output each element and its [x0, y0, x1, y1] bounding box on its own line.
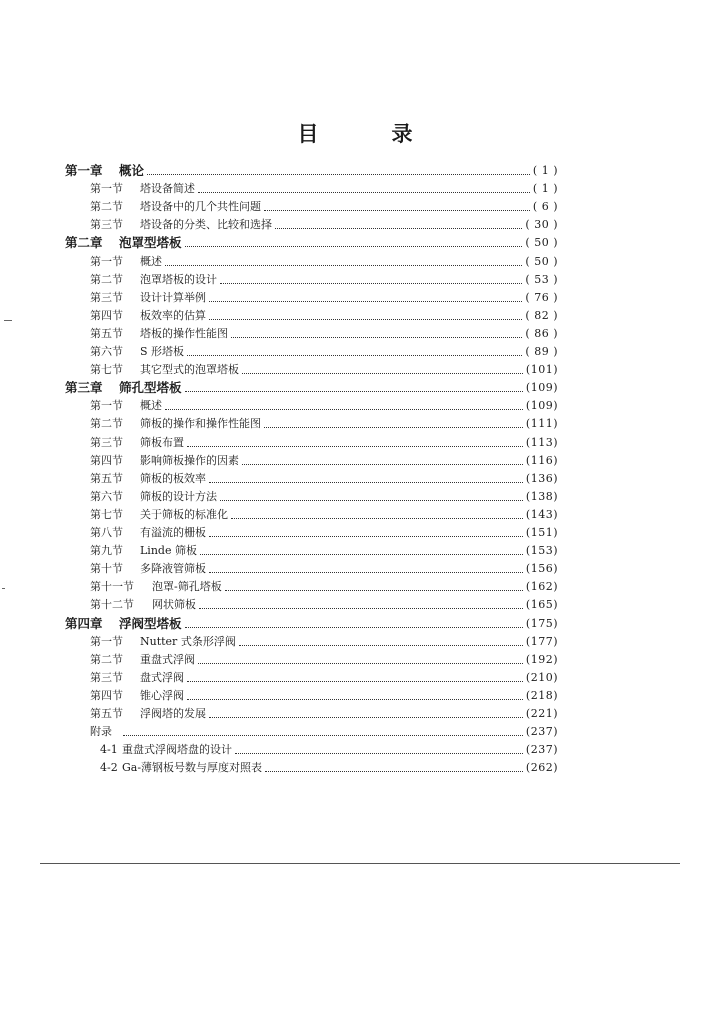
toc-entry-row	[90, 197, 558, 215]
toc-entry-label	[90, 579, 222, 595]
toc-entry-number: 第六节	[90, 345, 123, 358]
toc-entry-label	[90, 489, 217, 505]
toc-page-number: ( 6 )	[532, 200, 558, 214]
dot-leader	[123, 734, 523, 736]
toc-entry-number: 第三节	[90, 218, 123, 232]
toc-page-number: (143)	[525, 507, 558, 521]
toc-entry-label	[65, 163, 144, 179]
toc-page-number: ( 82 )	[525, 308, 558, 322]
toc-entry-row	[90, 632, 558, 650]
toc-page-number: ( 76 )	[525, 290, 558, 304]
toc-page-number: (113)	[525, 435, 558, 449]
toc-page-number: ( 30 )	[525, 218, 558, 232]
toc-entry-number: 第四节	[90, 453, 123, 467]
toc-entry-number: 第二节	[90, 652, 123, 666]
toc-page-number: (165)	[525, 598, 558, 612]
toc-entry-number: 第二节	[90, 272, 123, 286]
toc-entry-label	[90, 453, 239, 469]
toc-entry-row	[90, 722, 558, 740]
toc-entry-number: 第一节	[90, 399, 123, 413]
toc-entry-label	[90, 561, 206, 577]
dot-leader	[209, 481, 523, 483]
toc-entry-row	[90, 559, 558, 577]
toc-entry-title: 重盘式浮阀	[140, 652, 195, 666]
toc-entry-row	[90, 288, 558, 306]
toc-entry-number: 第十一节	[90, 580, 134, 594]
toc-entry-number: 第三章	[65, 380, 103, 396]
toc-entry-label	[90, 507, 228, 523]
toc-entry-row	[90, 396, 558, 414]
toc-page-number: (177)	[525, 634, 558, 648]
toc-page-number: (153)	[525, 544, 558, 558]
toc-page-number: ( 53 )	[525, 272, 558, 286]
scan-speck	[2, 588, 5, 589]
scan-artifact-line	[40, 863, 680, 864]
toc-entry-title: S 形塔板	[140, 345, 185, 358]
toc-entry-title: 塔设备中的几个共性问题	[140, 200, 261, 214]
toc-entry-label	[90, 254, 162, 270]
toc-page-number: (101)	[525, 363, 558, 377]
toc-entry-row	[90, 523, 558, 541]
toc-entry-row	[90, 360, 558, 378]
toc-entry-number: 第四节	[90, 688, 123, 702]
toc-entry-title: 关于筛板的标准化	[140, 507, 228, 521]
toc-entry-row	[90, 505, 558, 523]
dot-leader	[165, 408, 523, 410]
toc-entry-row	[90, 306, 558, 324]
toc-entry-title: 网状筛板	[152, 598, 196, 612]
dot-leader	[185, 390, 523, 392]
toc-entry-label	[90, 416, 261, 432]
toc-page-number: ( 86 )	[525, 326, 558, 340]
page-title: 目 录	[297, 122, 439, 146]
toc-entry-title: 塔板的操作性能图	[140, 326, 228, 340]
dot-leader	[185, 626, 523, 628]
toc-page-number: (218)	[525, 688, 558, 702]
dot-leader	[225, 589, 523, 591]
toc-entry-number: 第六节	[90, 489, 123, 503]
toc-page-number: (262)	[525, 761, 558, 775]
toc-entry-row	[90, 577, 558, 595]
toc-entry-title: 塔设备的分类、比较和选择	[140, 218, 272, 232]
dot-leader	[185, 245, 523, 247]
toc-entry-title: Ga-薄钢板号数与厚度对照表	[122, 761, 263, 775]
toc-entry-number: 4-2	[100, 761, 118, 775]
dot-leader	[200, 553, 523, 555]
toc-entry-label	[90, 634, 236, 650]
toc-entry-label	[90, 670, 184, 686]
toc-entry-number: 第一节	[90, 254, 123, 268]
toc-entry-number: 第五节	[90, 326, 123, 340]
toc-entry-number: 第三节	[90, 670, 123, 684]
toc-entry-label	[90, 272, 217, 288]
toc-page-number: (109)	[525, 381, 558, 395]
toc-entry-label	[90, 199, 261, 215]
toc-entry-label	[90, 217, 272, 233]
toc-entry-row	[90, 704, 558, 722]
toc-entry-title: 概论	[119, 163, 145, 178]
toc-page-number: (156)	[525, 562, 558, 576]
toc-page-number: (138)	[525, 489, 558, 503]
toc-entry-number: 第九节	[90, 544, 123, 558]
dot-leader	[265, 770, 523, 772]
dot-leader	[220, 499, 523, 501]
toc-entry-row	[90, 650, 558, 668]
toc-entry-label	[65, 616, 182, 632]
toc-entry-label	[90, 471, 206, 487]
dot-leader	[209, 571, 523, 573]
toc-page-number: (162)	[525, 580, 558, 594]
toc-entry-row	[90, 451, 558, 469]
toc-entry-row	[90, 469, 558, 487]
dot-leader	[198, 662, 523, 664]
dot-leader	[187, 445, 523, 447]
toc-entry-title: Nutter 式条形浮阀	[140, 634, 236, 648]
toc-entry-label	[100, 760, 262, 776]
dot-leader	[209, 535, 523, 537]
toc-entry-label	[90, 652, 195, 668]
toc-entry-title: 概述	[140, 254, 162, 268]
toc-entry-title: Linde 筛板	[140, 544, 197, 558]
toc-entry-row	[90, 541, 558, 559]
toc-entry-title: 板效率的估算	[140, 308, 206, 322]
toc-page-number: (210)	[525, 670, 558, 684]
toc-entry-title: 塔设备简述	[140, 182, 195, 196]
toc-entry-label	[100, 742, 232, 758]
dot-leader	[275, 227, 522, 229]
toc-entry-title: 筛板布置	[140, 435, 184, 449]
toc-entry-label	[90, 344, 184, 360]
toc-entry-number: 附录	[90, 725, 112, 739]
dot-leader	[187, 354, 522, 356]
toc-entry-number: 第二章	[65, 235, 103, 251]
toc-entry-title: 盘式浮阀	[140, 670, 184, 684]
toc-entry-title: 有溢流的栅板	[140, 526, 206, 539]
toc-entry-row	[90, 270, 558, 288]
toc-page-number: (192)	[525, 652, 558, 666]
toc-entry-title: 设计计算举例	[140, 290, 206, 304]
toc-entry-label	[90, 543, 197, 559]
toc-entry-title: 浮阀塔的发展	[140, 707, 206, 720]
toc-chapter-row	[65, 161, 558, 179]
toc-entry-number: 第五节	[90, 707, 123, 720]
toc-entry-label	[90, 326, 228, 342]
dot-leader	[199, 607, 523, 609]
toc-entry-number: 第一章	[65, 163, 103, 178]
toc-entry-row	[90, 686, 558, 704]
toc-entry-row	[90, 324, 558, 342]
dot-leader	[220, 282, 522, 284]
toc-entry-title: 锥心浮阀	[140, 688, 184, 702]
toc-entry-number: 第四章	[65, 615, 103, 631]
toc-entry-number: 第三节	[90, 290, 123, 304]
toc-page-number: ( 89 )	[525, 345, 558, 358]
toc-entry-number: 第八节	[90, 526, 123, 539]
toc-page-number: (116)	[525, 453, 558, 467]
toc-chapter-row	[65, 614, 558, 632]
toc-entry-row	[90, 215, 558, 233]
toc-page-number: (151)	[525, 526, 558, 539]
toc-entry-title: 概述	[140, 399, 162, 413]
toc-entry-title: 筛孔型塔板	[119, 380, 182, 396]
toc-entry-number: 第十二节	[90, 598, 134, 612]
toc-entry-row	[100, 740, 558, 758]
toc-page-number: (237)	[525, 725, 558, 739]
dot-leader	[209, 716, 523, 718]
toc-entry-title: 筛板的操作和操作性能图	[140, 417, 261, 431]
dot-leader	[235, 752, 523, 754]
dot-leader	[231, 336, 522, 338]
toc-entry-number: 第二节	[90, 417, 123, 431]
dot-leader	[187, 680, 523, 682]
toc-page-number: (237)	[525, 743, 558, 757]
toc-page-number: ( 50 )	[525, 236, 558, 250]
toc-entry-title: 筛板的设计方法	[140, 489, 217, 503]
dot-leader	[147, 173, 530, 175]
toc-page-number: (109)	[525, 399, 558, 413]
toc-entry-label	[90, 308, 206, 324]
toc-entry-title: 多降液管筛板	[140, 562, 206, 576]
toc-page-number: ( 1 )	[532, 182, 558, 196]
toc-entry-row	[90, 433, 558, 451]
toc-entry-number: 第二节	[90, 200, 123, 214]
toc-entry-label	[90, 181, 195, 197]
toc-entry-row	[100, 758, 558, 776]
toc-entry-number: 第一节	[90, 634, 123, 648]
toc-entry-label	[90, 398, 162, 414]
toc-page-number: ( 50 )	[525, 254, 558, 268]
dot-leader	[242, 372, 523, 374]
toc-entry-label	[90, 362, 239, 378]
dot-leader	[187, 698, 523, 700]
toc-entry-label	[90, 525, 206, 541]
dot-leader	[209, 300, 522, 302]
toc-page-number: (175)	[525, 616, 558, 630]
toc-entry-number: 第四节	[90, 308, 123, 322]
toc-entry-row	[90, 414, 558, 432]
toc-entry-number: 第一节	[90, 182, 123, 196]
toc-page-number: (111)	[525, 417, 558, 431]
toc-page-number: (221)	[525, 707, 558, 720]
toc-page-number: (136)	[525, 471, 558, 485]
toc-entry-number: 第十节	[90, 562, 123, 576]
dot-leader	[242, 463, 523, 465]
toc-entry-title: 其它型式的泡罩塔板	[140, 363, 239, 377]
toc-entry-label	[90, 706, 206, 722]
toc-entry-number: 4-1	[100, 743, 118, 757]
toc-entry-title: 筛板的板效率	[140, 471, 206, 485]
toc-chapter-row	[65, 233, 558, 251]
toc-entry-title: 浮阀型塔板	[119, 615, 182, 631]
toc-entry-label	[90, 597, 196, 613]
toc-entry-row	[90, 179, 558, 197]
dot-leader	[198, 191, 530, 193]
toc-entry-title: 泡罩-筛孔塔板	[152, 580, 222, 594]
dot-leader	[209, 318, 522, 320]
toc-entry-title: 影响筛板操作的因素	[140, 453, 239, 467]
toc-entry-row	[90, 668, 558, 686]
toc-entry-row	[90, 595, 558, 613]
toc-entry-title: 重盘式浮阀塔盘的设计	[122, 743, 232, 757]
toc-entry-label	[90, 435, 184, 451]
toc-entry-title: 泡罩型塔板	[119, 235, 182, 251]
toc-entry-label	[90, 724, 120, 740]
toc-entry-row	[90, 487, 558, 505]
toc-chapter-row	[65, 378, 558, 396]
toc-entry-label	[90, 290, 206, 306]
toc-entry-number: 第三节	[90, 435, 123, 449]
toc-entry-number: 第七节	[90, 363, 123, 377]
toc-entry-row	[90, 342, 558, 360]
toc-entry-title: 泡罩塔板的设计	[140, 272, 217, 286]
toc-page-number: ( 1 )	[532, 164, 558, 177]
toc-entry-label	[90, 688, 184, 704]
toc-entry-label	[65, 235, 182, 251]
dot-leader	[165, 264, 522, 266]
toc-entry-row	[90, 252, 558, 270]
scan-speck	[4, 320, 12, 321]
dot-leader	[264, 209, 530, 211]
toc-entry-number: 第五节	[90, 471, 123, 485]
dot-leader	[239, 644, 523, 646]
toc-entry-number: 第七节	[90, 507, 123, 521]
dot-leader	[231, 517, 523, 519]
toc-entry-label	[65, 380, 182, 396]
dot-leader	[264, 426, 523, 428]
